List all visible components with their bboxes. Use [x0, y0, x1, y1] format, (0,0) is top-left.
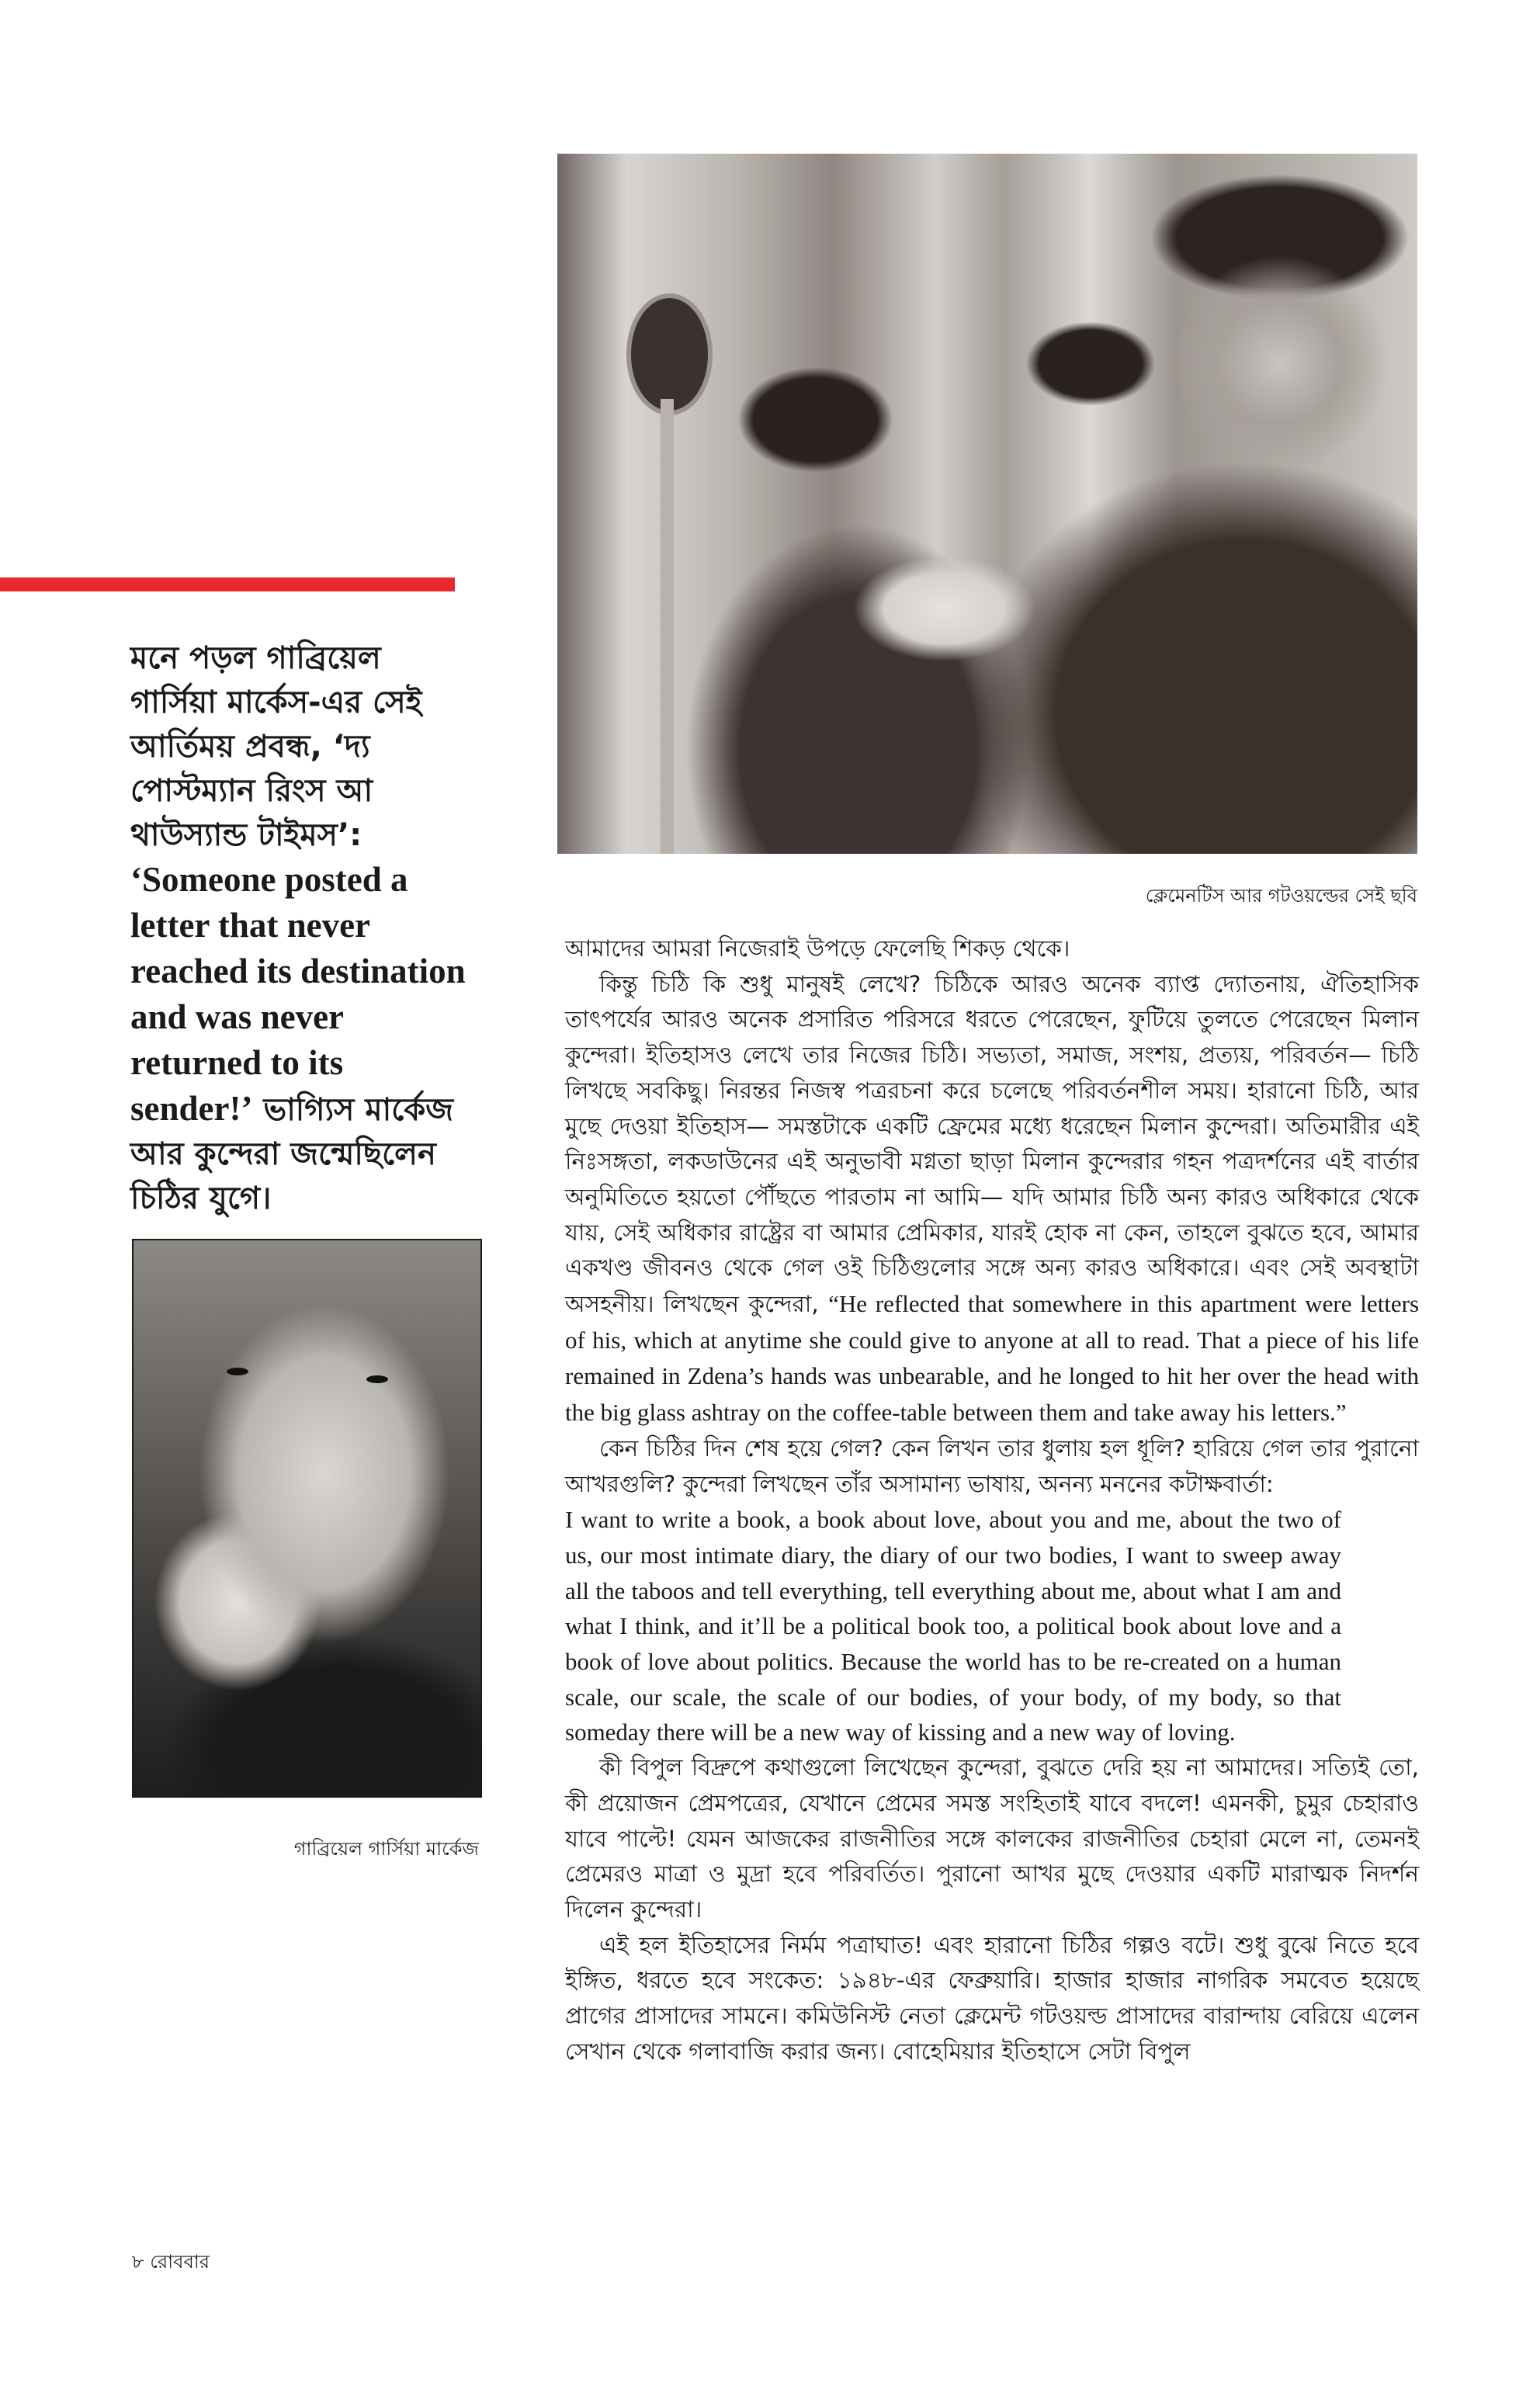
page-footer: [132, 2248, 210, 2279]
article-paragraph-3: কেন চিঠির দিন শেষ হয়ে গেল? কেন লিখন তার ধুলায় হল ধূলি? হারিয়ে গেল তার পুরানো আখরগুলি? কুন্দেরা লিখছেন তাঁর অসামান্য ভাষায়, অনন্য মননের কটাক্ষবার্তা:: [565, 1434, 1419, 1497]
red-accent-rule: [0, 577, 455, 591]
article-paragraph-2-text: কিন্তু চিঠি কি শুধু মানুষই লেখে? চিঠিকে আরও অনেক ব্যাপ্ত দ্যোতনায়, ঐতিহাসিক তাৎপর্যের আরও অনেক প্রসারিত পরিসরে ধরতে পেরেছেন, ফুটিয়ে তুলতে পেরেছেন মিলান কুন্দেরা। ইতিহাসও লেখে তার নিজের চিঠি। সভ্যতা, সমাজ, সংশয়, প্রত্যয়, পরিবর্তন— চিঠি লিখছে সবকিছু। নিরন্তর নিজস্ব পত্ররচনা করে চলেছে পরিবর্তনশীল সময়। হারানো চিঠি, আর মুছে দেওয়া ইতিহাস— সমস্তটাকে একটি ফ্রেমের মধ্যে ধরেছেন মিলান কুন্দেরা। অতিমারীর এই নিঃসঙ্গতা, লকডাউনের এই অনুভাবী মগ্নতা ছাড়া মিলান কুন্দেরার গহন পত্রদর্শনের এই বার্তার অনুমিতিতে হয়তো পৌঁছতে পারতাম না আমি— যদি আমার চিঠি অন্য কারও অধিকারে থেকে যায়, সেই অধিকার রাষ্ট্রের বা আমার প্রেমিকার, যারই হোক না কেন, তাহলে বুঝতে হবে, আমার একখণ্ড জীবনও থেকে গেল ওই চিঠিগুলোর সঙ্গে অন্য কারও অধিকারে। এবং সেই অবস্থাটা অসহনীয়। লিখছেন কুন্দেরা,: [565, 970, 1419, 1318]
bottom-photo-caption: গাব্রিয়েল গার্সিয়া মার্কেজ: [293, 1838, 479, 1860]
microphone-shape: [626, 293, 713, 414]
portrait-eye-left: [227, 1368, 248, 1375]
gottwald-clementis-photo: [557, 154, 1417, 854]
marquez-portrait-photo: [132, 1239, 482, 1798]
article-paragraph-4: কী বিপুল বিদ্রুপে কথাগুলো লিখেছেন কুন্দেরা, বুঝতে দেরি হয় না আমাদের। সত্যিই তো, কী প্রয়োজন প্রেমপত্রের, যেখানে প্রেমের সমস্ত সংহিতাই যাবে বদলে! এমনকী, চুমুর চেহারাও যাবে পাল্টে! যেমন আজকের রাজনীতির সঙ্গে কালকের রাজনীতির চেহারা মেলে না, তেমনই প্রেমেরও মাত্রা ও মুদ্রা হবে পরিবর্তিত। পুরানো আখর মুছে দেওয়ার একটি মারাত্মক নিদর্শন দিলেন কুন্দেরা।: [565, 1754, 1419, 1923]
article-body: [565, 931, 1419, 2070]
pull-quote-english-quote: ‘Someone posted a letter that never reached its destination and was never returned to its sender!’: [130, 860, 466, 1128]
top-photo-caption: ক্লেমেনটিস আর গটওয়ল্ডের সেই ছবি: [1145, 885, 1417, 907]
article-paragraph-5: এই হল ইতিহাসের নির্মম পত্রাঘাত! এবং হারানো চিঠির গল্পও বটে। শুধু বুঝে নিতে হবে ইঙ্গিত, ধরতে হবে সংকেত: ১৯৪৮-এর ফেব্রুয়ারি। হাজার হাজার নাগরিক সমবেত হয়েছে প্রাগের প্রাসাদের সামনে। কমিউনিস্ট নেতা ক্লেমেন্ট গটওয়ল্ড প্রাসাদের বারান্দায় বেরিয়ে এলেন সেখান থেকে গলাবাজি করার জন্য। বোহেমিয়ার ইতিহাসে সেটা বিপুল: [565, 1931, 1419, 2065]
pull-quote-bengali-lead: মনে পড়ল গাব্রিয়েল গার্সিয়া মার্কেস-এর সেই আর্তিময় প্রবন্ধ, ‘দ্য পোস্টম্যান রিংস আ থাউস্যান্ড টাইমস’:: [130, 640, 422, 853]
kundera-quote-inline: “He reflected that somewhere in this apartment were letters of his, which at anytime she could give to anyone at all to read. That a piece of his life remained in Zdena’s hands was unbearable, and he longed to hit her over the head with the big glass ashtray on the coffee-table between them and take away his letters.”: [565, 1290, 1420, 1427]
page-number: ৮: [132, 2251, 144, 2273]
portrait-eye-right: [366, 1375, 388, 1383]
article-paragraph-2: [565, 967, 1419, 1431]
microphone-stand-shape: [661, 399, 674, 854]
pull-quote-bengali-tail: ভাগ্যিস মার্কেজ আর কুন্দেরা জন্মেছিলেন চিঠির যুগে।: [130, 1092, 454, 1216]
kundera-blockquote: I want to write a book, a book about love, about you and me, about the two of us, our most intimate diary, the diary of our two bodies, I want to sweep away all the taboos and tell everything, tell everything about me, about what I am and what I think, and it’ll be a political book too, a political book about love and a book of love about politics. Because the world has to be re-created on a human scale, our scale, the scale of our bodies, of your body, of my body, so that someday there will be a new way of kissing and a new way of loving.: [565, 1506, 1341, 1746]
pull-quote: [130, 636, 472, 1221]
article-paragraph-1: আমাদের আমরা নিজেরাই উপড়ে ফেলেছি শিকড় থেকে।: [565, 935, 1070, 962]
publication-name: রোববার: [150, 2251, 210, 2273]
